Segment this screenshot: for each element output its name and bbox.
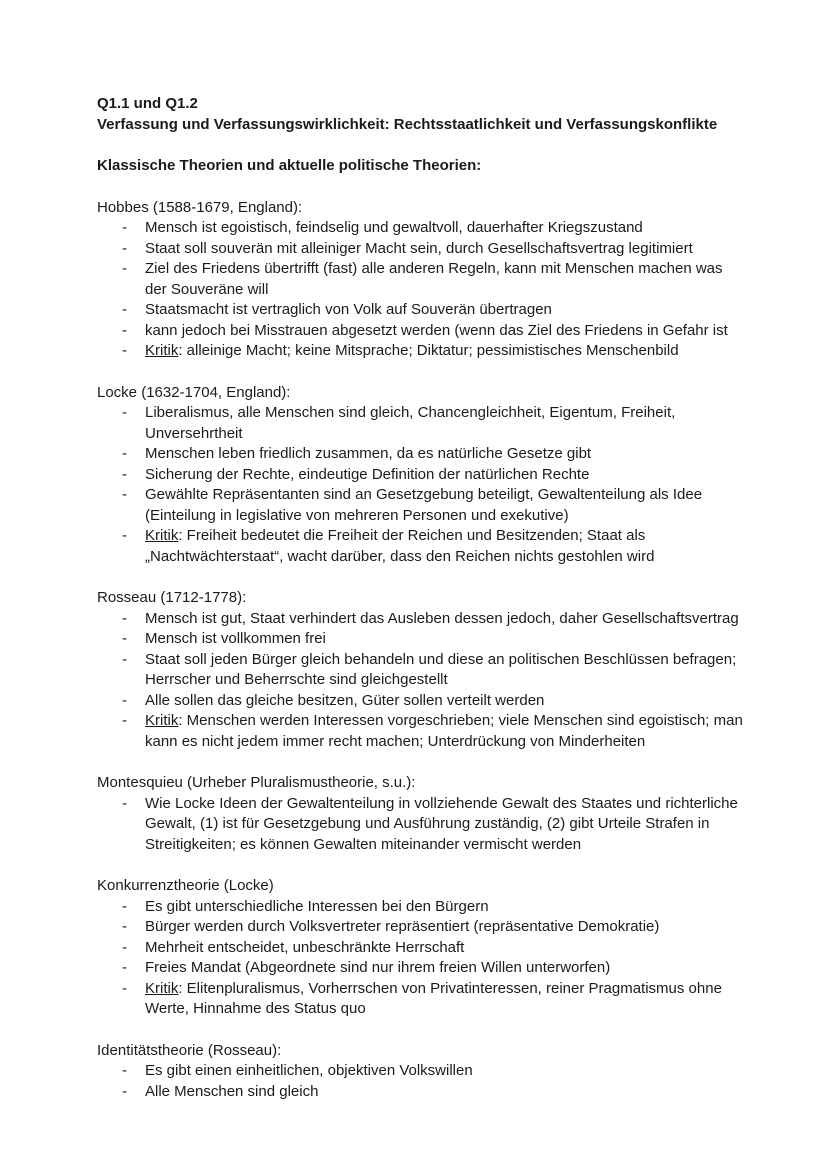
list-item-text: - Gewählte Repräsentanten sind an Gesetzgebung beteiligt, Gewaltenteilung als Idee (Einteilung in legislative von mehreren Personen und exekutive): [145, 486, 703, 524]
list-item-text: [145, 711, 748, 752]
list-item: [122, 444, 748, 465]
list-item-text: - Es gibt einen einheitlichen, objektiven Volkswillen: [145, 1062, 473, 1079]
list-item: [122, 1082, 748, 1103]
list-item-text: - Staatsmacht ist vertraglich von Volk auf Souverän übertragen: [145, 301, 552, 318]
section-heading: Konkurrenztheorie (Locke): [97, 877, 274, 894]
section-konkurrenztheorie: [97, 876, 748, 1020]
list-item-text: - Mehrheit entscheidet, unbeschränkte Herrschaft: [145, 938, 465, 956]
list-item-text: [145, 979, 748, 1020]
list-item-text: - Es gibt unterschiedliche Interessen bei den Bürgern: [145, 897, 489, 915]
section-heading: Rosseau (1712-1778):: [97, 589, 247, 606]
section-heading: Identitätstheorie (Rosseau):: [97, 1041, 282, 1059]
list-item: [122, 629, 748, 650]
section-locke: [97, 383, 748, 568]
list-item-text: - Freies Mandat (Abgeordnete sind nur ihrem freien Willen unterworfen): [145, 959, 611, 976]
list-item: [122, 917, 748, 938]
list-item-text: [145, 526, 748, 567]
list-item: [122, 711, 748, 752]
list-item-text: [145, 341, 748, 362]
list-item-text: - Wie Locke Ideen der Gewaltenteilung in vollziehende Gewalt des Staates und richterliche Gewalt, (1) ist für Gesetzgebung und Ausführung zuständig, (2) gibt Urteile Strafen in Streitigkeiten; es können Gewalten miteinander vermischt werden: [145, 794, 738, 853]
list-item-text: - Mensch ist gut, Staat verhindert das Ausleben dessen jedoch, daher Gesellschaftsvertrag: [145, 609, 739, 627]
list-item-text: - Ziel des Friedens übertrifft (fast) alle anderen Regeln, kann mit Menschen machen was der Souveräne will: [145, 260, 723, 298]
list-item-text: - Alle sollen das gleiche besitzen, Güter sollen verteilt werden: [145, 691, 545, 709]
section-montesquieu: [97, 773, 748, 855]
kritik-label: Kritik: [145, 979, 179, 997]
list-item: [122, 979, 748, 1020]
kritik-label: Kritik: [145, 527, 179, 544]
list-item-text: - kann jedoch bei Misstrauen abgesetzt werden (wenn das Ziel des Friedens in Gefahr ist: [145, 321, 728, 339]
section-identitaetstheorie: [97, 1041, 748, 1103]
list-item: [122, 321, 748, 342]
list-item: [122, 403, 748, 444]
list-item: [122, 958, 748, 979]
list-item: [122, 794, 748, 856]
list-item: [122, 239, 748, 260]
list-item-text: - Staat soll souverän mit alleiniger Macht sein, durch Gesellschaftsvertrag legitimiert: [145, 239, 693, 257]
doc-header-line2: Verfassung und Verfassungswirklichkeit: Rechtsstaatlichkeit und Verfassungskonflikte: [97, 115, 718, 133]
list-item: [122, 691, 748, 712]
kritik-text: : alleinige Macht; keine Mitsprache; Diktatur; pessimistisches Menschenbild: [178, 342, 679, 359]
list-item-text: - Mensch ist vollkommen frei: [145, 630, 326, 647]
kritik-text: : Elitenpluralismus, Vorherrschen von Privatinteressen, reiner Pragmatismus ohne Werte, Hinnahme des Status quo: [145, 979, 722, 1017]
list-item: [122, 259, 748, 300]
section-heading: Montesquieu (Urheber Pluralismustheorie, s.u.):: [97, 774, 416, 791]
list-item-text: - Bürger werden durch Volksvertreter repräsentiert (repräsentative Demokratie): [145, 918, 660, 935]
list-item: [122, 300, 748, 321]
list-item: [122, 341, 748, 362]
list-item-text: - Staat soll jeden Bürger gleich behandeln und diese an politischen Beschlüssen befragen; Herrscher und Beherrschte sind gleichgestellt: [145, 650, 737, 688]
list-item-text: - Mensch ist egoistisch, feindselig und gewaltvoll, dauerhafter Kriegszustand: [145, 219, 643, 236]
list-item: [122, 218, 748, 239]
list-item-text: - Liberalismus, alle Menschen sind gleich, Chancengleichheit, Eigentum, Freiheit, Unversehrtheit: [145, 404, 676, 442]
list-item: [122, 1061, 748, 1082]
kritik-text: : Menschen werden Interessen vorgeschrieben; viele Menschen sind egoistisch; man kann es nicht jedem immer recht machen; Unterdrückung von Minderheiten: [145, 712, 743, 750]
kritik-label: Kritik: [145, 342, 179, 359]
list-item-text: - Alle Menschen sind gleich: [145, 1082, 319, 1100]
section-hobbes: [97, 198, 748, 362]
list-item: [122, 465, 748, 486]
section-heading: Hobbes (1588-1679, England):: [97, 198, 303, 216]
list-item: [122, 650, 748, 691]
kritik-text: : Freiheit bedeutet die Freiheit der Reichen und Besitzenden; Staat als „Nachtwächterstaat“, wacht darüber, dass den Reichen nichts gestohlen wird: [145, 527, 655, 565]
doc-header-line1: Q1.1 und Q1.2: [97, 95, 198, 112]
list-item: [122, 897, 748, 918]
list-item: [122, 485, 748, 526]
list-item: [122, 938, 748, 959]
list-item-text: - Menschen leben friedlich zusammen, da es natürliche Gesetze gibt: [145, 445, 592, 462]
list-item: [122, 526, 748, 567]
list-item: [122, 609, 748, 630]
kritik-label: Kritik: [145, 712, 179, 729]
list-item-text: - Sicherung der Rechte, eindeutige Definition der natürlichen Rechte: [145, 465, 590, 483]
doc-subheader: Klassische Theorien und aktuelle politische Theorien:: [97, 157, 482, 174]
section-rosseau: [97, 588, 748, 752]
section-heading: Locke (1632-1704, England):: [97, 383, 291, 401]
